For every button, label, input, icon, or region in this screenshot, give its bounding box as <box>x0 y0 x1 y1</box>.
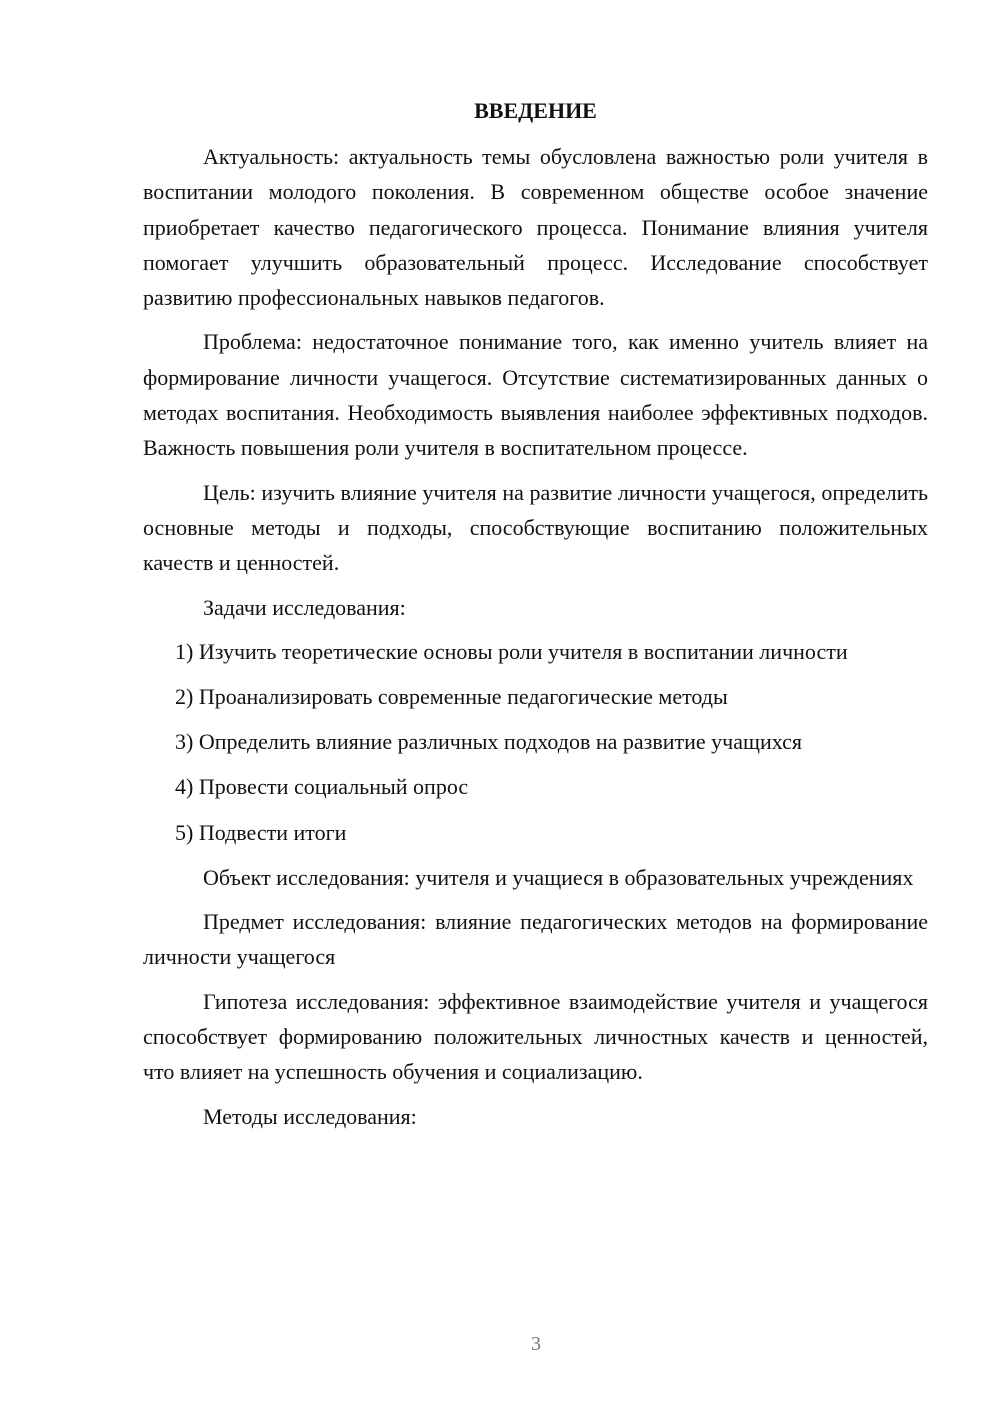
paragraph-problem: Проблема: недостаточное понимание того, как именно учитель влияет на формирование личности учащегося. Отсутствие систематизированных данных о методах воспитания. Необходимость выявления наиболее эффективных подходов. Важность повышения роли учителя в воспитательном процессе. <box>143 329 928 461</box>
list-item: 5) Подвести итоги <box>175 819 347 845</box>
methods-title: Методы исследования: <box>203 1103 417 1129</box>
section-heading: ВВЕДЕНИЕ <box>474 98 597 123</box>
list-item: 1) Изучить теоретические основы роли учителя в воспитании личности <box>175 638 848 664</box>
tasks-list <box>143 634 928 850</box>
list-item: 4) Провести социальный опрос <box>175 774 469 800</box>
document-page <box>143 95 928 1143</box>
paragraph-subject: Предмет исследования: влияние педагогических методов на формирование личности учащегося <box>143 909 928 970</box>
tasks-title: Задачи исследования: <box>203 594 406 620</box>
paragraph-relevance: Актуальность: актуальность темы обусловлена важностью роли учителя в воспитании молодого поколения. В современном обществе особое значение приобретает качество педагогического процесса. Понимание влияния учителя помогает улучшить образовательный процесс. Исследование способствует развитию профессиональных навыков педагогов. <box>143 144 928 311</box>
list-item: 3) Определить влияние различных подходов на развитие учащихся <box>175 729 802 755</box>
page-number: 3 <box>531 1333 541 1355</box>
paragraph-hypothesis: Гипотеза исследования: эффективное взаимодействие учителя и учащегося способствует формированию положительных личностных качеств и ценностей, что влияет на успешность обучения и социализацию. <box>143 988 928 1085</box>
list-item: 2) Проанализировать современные педагогические методы <box>175 684 728 710</box>
paragraph-object: Объект исследования: учителя и учащиеся в образовательных учреждениях <box>203 864 914 890</box>
paragraph-goal: Цель: изучить влияние учителя на развитие личности учащегося, определить основные методы и подходы, способствующие воспитанию положительных качеств и ценностей. <box>143 479 928 576</box>
